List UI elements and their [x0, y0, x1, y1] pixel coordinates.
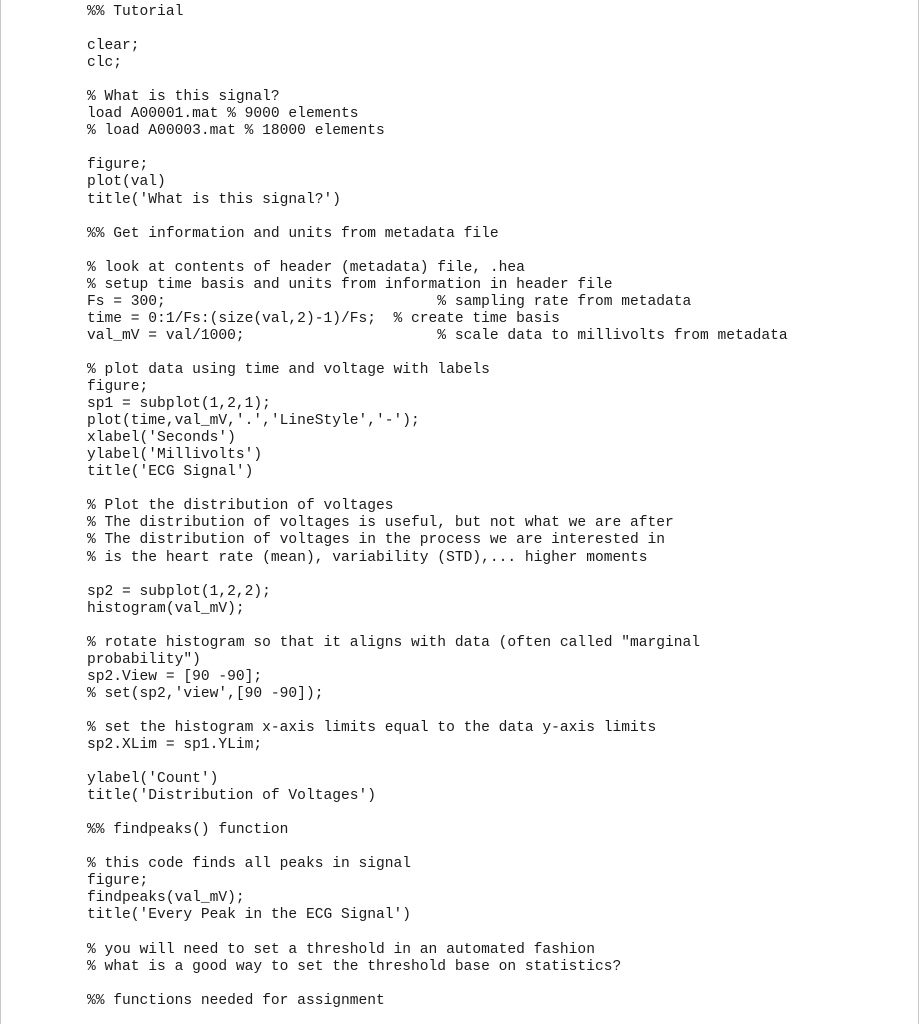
code-line: [87, 243, 788, 260]
code-line: [87, 839, 788, 856]
code-line: % The distribution of voltages in the process we are interested in: [87, 532, 666, 549]
code-line: clear;: [87, 38, 140, 55]
code-line: %% Get information and units from metadata file: [87, 225, 499, 242]
code-line: figure;: [87, 157, 149, 174]
code-line: plot(time,val_mV,'.','LineStyle','-');: [87, 413, 420, 430]
code-line: [87, 345, 788, 362]
code-line: [87, 72, 788, 89]
code-line: %% functions needed for assignment: [87, 992, 385, 1009]
code-line: % is the heart rate (mean), variability (STD),... higher moments: [87, 549, 648, 566]
code-line: sp2.XLim = sp1.YLim;: [87, 737, 263, 754]
code-line: figure;: [87, 379, 149, 396]
code-line: probability"): [87, 651, 201, 668]
code-line: title('Distribution of Voltages'): [87, 788, 377, 805]
code-line: [87, 703, 788, 720]
code-line: xlabel('Seconds'): [87, 430, 236, 447]
code-line: [87, 140, 788, 157]
code-line: sp1 = subplot(1,2,1);: [87, 396, 271, 413]
code-line: title('ECG Signal'): [87, 464, 254, 481]
code-line: time = 0:1/Fs:(size(val,2)-1)/Fs; % create time basis: [87, 310, 560, 327]
code-line: [87, 925, 788, 942]
code-line: % The distribution of voltages is useful, but not what we are after: [87, 515, 674, 532]
code-line: title('Every Peak in the ECG Signal'): [87, 907, 412, 924]
code-line: % set(sp2,'view',[90 -90]);: [87, 685, 324, 702]
code-line: [87, 21, 788, 38]
code-line: findpeaks(val_mV);: [87, 890, 245, 907]
code-line: %% findpeaks() function: [87, 822, 289, 839]
code-line: [87, 754, 788, 771]
code-line: % look at contents of header (metadata) file, .hea: [87, 259, 525, 276]
code-line: % what is a good way to set the threshold base on statistics?: [87, 958, 622, 975]
code-line: ylabel('Count'): [87, 771, 219, 788]
code-line: % What is this signal?: [87, 89, 280, 106]
code-line: histogram(val_mV);: [87, 600, 245, 617]
code-line: [87, 567, 788, 584]
code-line: % this code finds all peaks in signal: [87, 856, 412, 873]
code-line: plot(val): [87, 174, 166, 191]
code-line: % you will need to set a threshold in an automated fashion: [87, 941, 595, 958]
code-line: ylabel('Millivolts'): [87, 447, 263, 464]
code-line: %% Tutorial: [87, 4, 184, 20]
code-line: clc;: [87, 55, 123, 72]
code-line: % rotate histogram so that it aligns with data (often called "marginal: [87, 634, 701, 651]
code-line: title('What is this signal?'): [87, 191, 341, 208]
code-line: val_mV = val/1000; % scale data to millivolts from metadata: [87, 327, 788, 344]
code-listing: [87, 4, 788, 1010]
code-line: % Plot the distribution of voltages: [87, 498, 394, 515]
code-line: [87, 618, 788, 635]
code-line: [87, 805, 788, 822]
code-line: [87, 209, 788, 226]
code-line: [87, 976, 788, 993]
code-line: sp2.View = [90 -90];: [87, 668, 263, 685]
code-line: % plot data using time and voltage with labels: [87, 361, 490, 378]
code-line: % load A00003.mat % 18000 elements: [87, 123, 385, 140]
code-line: Fs = 300; % sampling rate from metadata: [87, 293, 692, 310]
code-line: % setup time basis and units from information in header file: [87, 276, 613, 293]
code-line: [87, 481, 788, 498]
code-line: sp2 = subplot(1,2,2);: [87, 583, 271, 600]
code-line: % set the histogram x-axis limits equal to the data y-axis limits: [87, 719, 657, 736]
code-line: load A00001.mat % 9000 elements: [87, 106, 359, 123]
code-line: figure;: [87, 873, 149, 890]
